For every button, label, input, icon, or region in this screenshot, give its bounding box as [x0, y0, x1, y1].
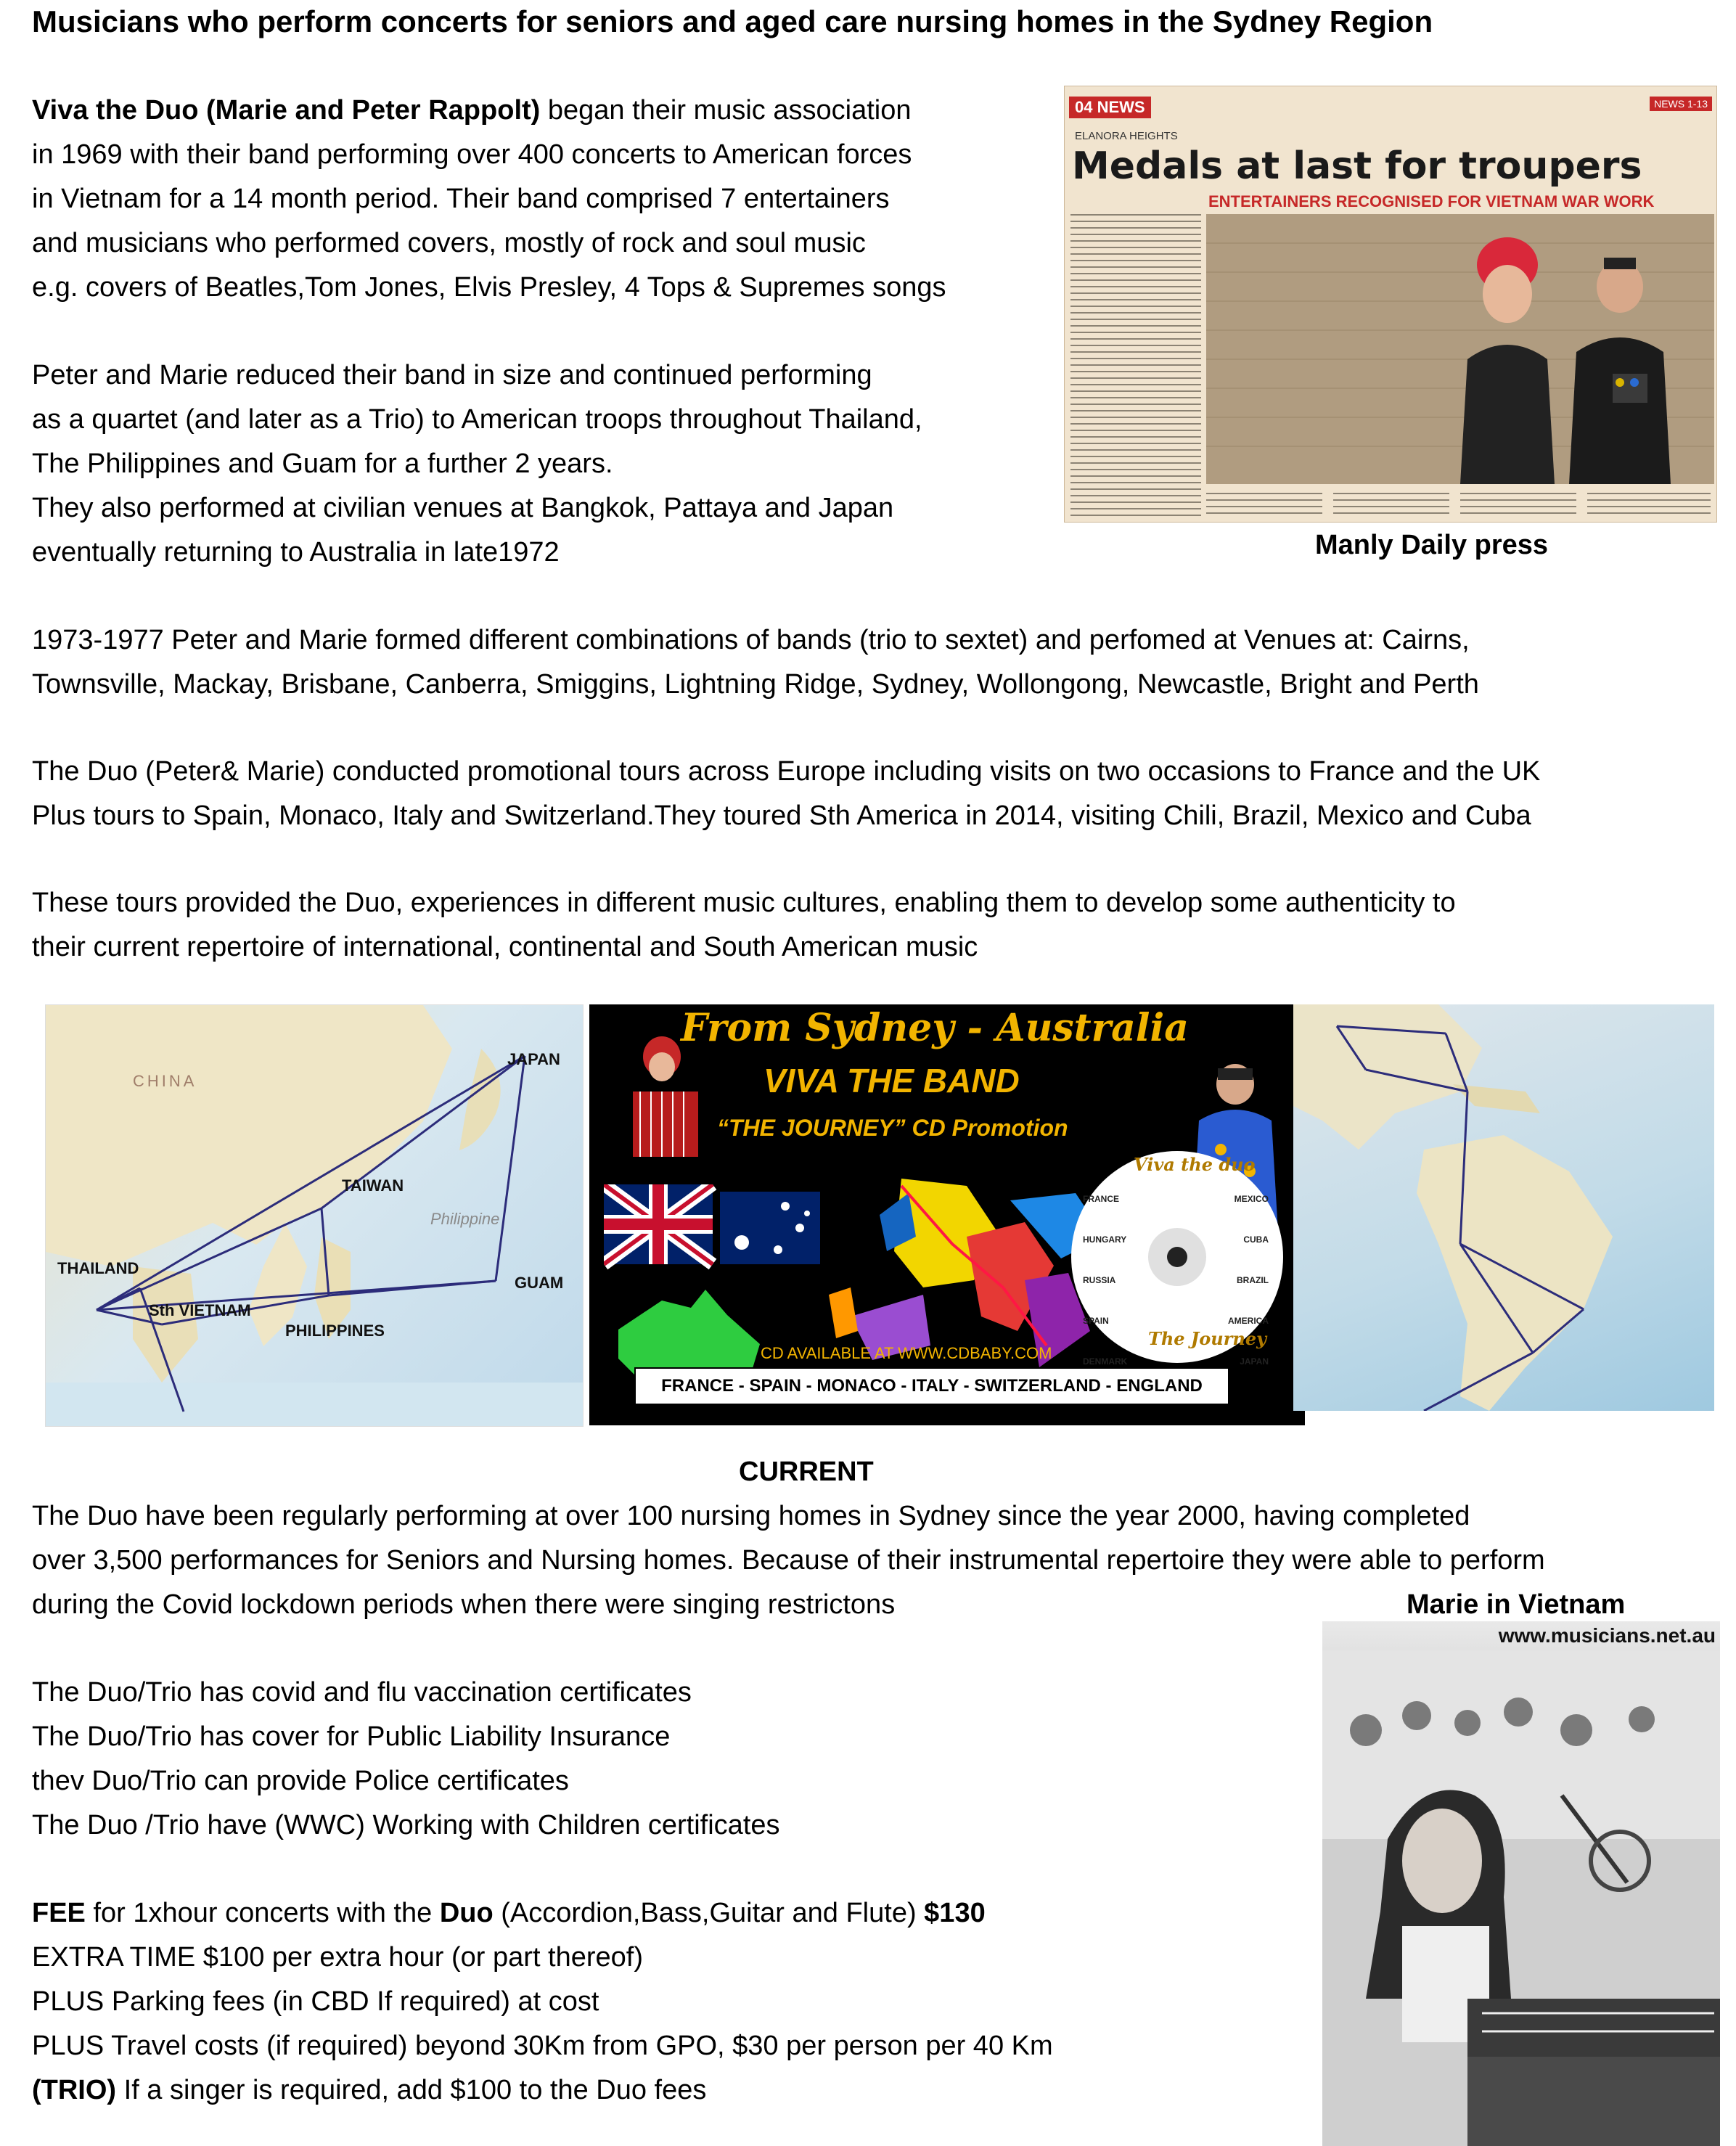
song-country: JAPAN: [1240, 1356, 1269, 1367]
song-country: MEXICO: [1234, 1194, 1269, 1204]
certificate-line: The Duo/Trio has covid and flu vaccination certificates: [32, 1677, 692, 1708]
trio-rest: If a singer is required, add $100 to the Duo fees: [116, 2075, 707, 2105]
poster-journey-label: The Journey: [1148, 1328, 1267, 1349]
page-title: Musicians who perform concerts for seniors and aged care nursing homes in the Sydney Region: [32, 4, 1433, 38]
newspaper-clipping: [1064, 86, 1717, 523]
trio-line: [32, 2068, 706, 2112]
current-line: during the Covid lockdown periods when there were singing restrictons: [32, 1589, 896, 1620]
newspaper-text-column: [1206, 493, 1322, 519]
certificate-line: thev Duo/Trio can provide Police certificates: [32, 1766, 569, 1796]
intro-line: e.g. covers of Beatles,Tom Jones, Elvis Presley, 4 Tops & Supremes songs: [32, 272, 946, 303]
certificate-line: The Duo/Trio has cover for Public Liability Insurance: [32, 1721, 671, 1752]
map-label-japan: JAPAN: [507, 1050, 560, 1068]
parking-line: PLUS Parking fees (in CBD If required) at cost: [32, 1986, 599, 2017]
poster-songs-left: [1083, 1179, 1127, 1382]
quartet-line: Peter and Marie reduced their band in size and continued performing: [32, 360, 872, 390]
map-label-taiwan: TAIWAN: [342, 1176, 404, 1195]
poster-cd-link: CD AVAILABLE AT WWW.CDBABY.COM: [761, 1344, 1052, 1362]
tours-line: Plus tours to Spain, Monaco, Italy and Switzerland.They toured Sth America in 2014, visiting Chili, Brazil, Mexico and Cuba: [32, 800, 1531, 831]
americas-map-drawing: [1293, 1004, 1714, 1411]
map-label-philippine-sea: Philippine: [430, 1210, 500, 1228]
tours-line: The Duo (Peter& Marie) conducted promotional tours across Europe including visits on two occasions to France and the UK: [32, 756, 1541, 787]
accordion-player-figure: [618, 1033, 713, 1164]
newspaper-text-column: [1333, 493, 1449, 519]
certificate-line: The Duo /Trio have (WWC) Working with Children certificates: [32, 1810, 780, 1840]
vintage-photo-figure: [1322, 1621, 1720, 2146]
fee-duo-word: Duo: [439, 1898, 494, 1928]
poster-songs-right: [1228, 1179, 1269, 1382]
fee-price: $130: [924, 1898, 986, 1928]
quartet-line: as a quartet (and later as a Trio) to American troops throughout Thailand,: [32, 404, 922, 435]
poster-line-1: From Sydney - Australia: [681, 1006, 1189, 1050]
current-line: The Duo have been regularly performing at over 100 nursing homes in Sydney since the year 2000, having completed: [32, 1501, 1470, 1531]
quartet-line: eventually returning to Australia in late1972: [32, 537, 560, 568]
duo-name: Viva the Duo (Marie and Peter Rappolt): [32, 95, 541, 126]
newspaper-text-column: [1587, 493, 1711, 519]
quartet-line: The Philippines and Guam for a further 2 years.: [32, 449, 613, 479]
map-label-china: CHINA: [133, 1072, 197, 1090]
song-country: HUNGARY: [1083, 1234, 1127, 1245]
fee-word: FEE: [32, 1898, 86, 1928]
intro-line-1-rest: began their music association: [540, 95, 912, 126]
newspaper-photo: [1206, 214, 1714, 484]
website-watermark: www.musicians.net.au: [1498, 1624, 1716, 1647]
song-country: CUBA: [1243, 1234, 1269, 1245]
cultures-line: their current repertoire of international, continental and South American music: [32, 932, 978, 962]
press-caption: Manly Daily press: [1315, 530, 1549, 560]
marie-vietnam-photo: [1322, 1621, 1720, 2146]
newspaper-photo-figures: [1206, 214, 1714, 484]
newspaper-kicker: ENTERTAINERS RECOGNISED FOR VIETNAM WAR WORK: [1208, 192, 1655, 210]
americas-tour-map: [1293, 1004, 1714, 1411]
song-country: AMERICA: [1228, 1316, 1269, 1326]
poster-duo-label: Viva the duo: [1134, 1154, 1256, 1175]
venues-line: Townsville, Mackay, Brisbane, Canberra, Smiggins, Lightning Ridge, Sydney, Wollongong, Newcastle, Bright and Perth: [32, 669, 1479, 700]
newspaper-headline: Medals at last for troupers: [1072, 144, 1642, 188]
song-country: BRAZIL: [1237, 1275, 1269, 1285]
trio-word: (TRIO): [32, 2075, 117, 2105]
current-line: over 3,500 performances for Seniors and Nursing homes. Because of their instrumental repertoire they were able to perform: [32, 1545, 1545, 1576]
poster-line-3: “THE JOURNEY” CD Promotion: [717, 1115, 1068, 1141]
newspaper-text-column: [1070, 214, 1201, 519]
current-heading: CURRENT: [739, 1457, 874, 1487]
intro-line: and musicians who performed covers, mostly of rock and soul music: [32, 228, 866, 258]
venues-line: 1973-1977 Peter and Marie formed different combinations of bands (trio to sextet) and perfomed at Venues at: Cairns,: [32, 625, 1470, 655]
map-label-thailand: THAILAND: [57, 1259, 139, 1277]
map-label-vietnam: Sth VIETNAM: [149, 1301, 251, 1319]
cd-promotion-poster: [589, 1004, 1305, 1425]
photo-caption: Marie in Vietnam: [1407, 1589, 1626, 1620]
asia-tour-map: [45, 1004, 584, 1427]
travel-line: PLUS Travel costs (if required) beyond 30Km from GPO, $30 per person per 40 Km: [32, 2031, 1053, 2061]
intro-line: in Vietnam for a 14 month period. Their band comprised 7 entertainers: [32, 184, 890, 214]
song-country: RUSSIA: [1083, 1275, 1116, 1285]
song-country: DENMARK: [1083, 1356, 1128, 1367]
flags-uk-australia: [604, 1184, 822, 1271]
quartet-line: They also performed at civilian venues at Bangkok, Pattaya and Japan: [32, 493, 894, 523]
fee-line: [32, 1891, 986, 1935]
map-label-philippines: PHILIPPINES: [285, 1322, 385, 1340]
newspaper-tag: 04 NEWS: [1069, 97, 1151, 118]
extra-time-line: EXTRA TIME $100 per extra hour (or part thereof): [32, 1942, 644, 1973]
fee-instruments: (Accordion,Bass,Guitar and Flute): [493, 1898, 925, 1928]
map-label-guam: GUAM: [515, 1274, 564, 1292]
song-country: SPAIN: [1083, 1316, 1109, 1326]
intro-line: in 1969 with their band performing over 400 concerts to American forces: [32, 139, 912, 170]
song-country: FRANCE: [1083, 1194, 1119, 1204]
intro-line-1: [32, 89, 911, 132]
fee-mid-text: for 1xhour concerts with the: [85, 1898, 440, 1928]
poster-line-2: VIVA THE BAND: [763, 1062, 1020, 1099]
newspaper-tag-right: NEWS 1-13: [1650, 97, 1712, 111]
newspaper-section: ELANORA HEIGHTS: [1075, 130, 1178, 142]
newspaper-text-column: [1460, 493, 1576, 519]
poster-countries-bar: FRANCE - SPAIN - MONACO - ITALY - SWITZERLAND - ENGLAND: [634, 1367, 1229, 1405]
cultures-line: These tours provided the Duo, experiences in different music cultures, enabling them to develop some authenticity to: [32, 888, 1456, 918]
asia-map-drawing: [46, 1005, 583, 1426]
